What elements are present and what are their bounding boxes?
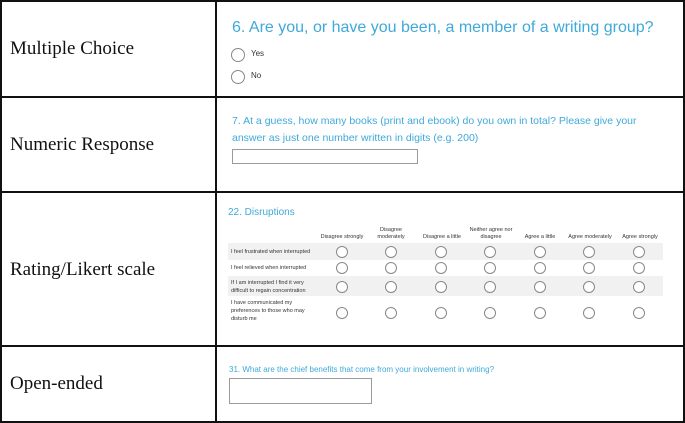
likert-radio[interactable]	[435, 281, 447, 293]
column-header: Agree moderately	[568, 234, 612, 240]
books-count-input[interactable]	[232, 149, 418, 164]
likert-radio[interactable]	[336, 307, 348, 319]
question-7-line2: answer as just one number written in digits (e.g. 200)	[232, 132, 479, 144]
column-header: Disagree strongly	[320, 234, 364, 240]
likert-item-label: I feel relieved when interrupted	[231, 265, 307, 271]
likert-radio[interactable]	[385, 262, 397, 274]
likert-radio[interactable]	[385, 307, 397, 319]
column-header: Disagree a little	[423, 234, 461, 240]
table-border-left	[0, 0, 2, 423]
column-header: Disagree moderately	[377, 227, 405, 240]
likert-radio[interactable]	[583, 307, 595, 319]
likert-radio[interactable]	[385, 281, 397, 293]
column-header: Agree a little	[524, 234, 556, 240]
likert-radio[interactable]	[336, 262, 348, 274]
question-22-title: 22. Disruptions	[228, 207, 295, 218]
likert-radio[interactable]	[484, 307, 496, 319]
row-label-likert: Rating/Likert scale	[10, 259, 156, 280]
likert-radio[interactable]	[583, 281, 595, 293]
likert-radio[interactable]	[534, 307, 546, 319]
likert-radio[interactable]	[633, 307, 645, 319]
likert-radio[interactable]	[484, 281, 496, 293]
benefits-textarea[interactable]	[229, 378, 372, 404]
column-divider	[215, 0, 217, 423]
likert-radio[interactable]	[484, 262, 496, 274]
likert-radio[interactable]	[385, 246, 397, 258]
option-yes-label: Yes	[251, 49, 265, 58]
table-border-top	[0, 0, 685, 2]
row-label-multiple-choice: Multiple Choice	[10, 38, 135, 59]
radio-no[interactable]	[231, 70, 245, 84]
likert-radio[interactable]	[435, 307, 447, 319]
question-31-title: 31. What are the chief benefits that come from your involvement in writing?	[229, 365, 495, 374]
radio-yes[interactable]	[231, 48, 245, 62]
likert-item-label: I have communicated my preferences to those who may disturb me	[231, 300, 305, 322]
question-6-title: 6. Are you, or have you been, a member of a writing group?	[232, 19, 654, 36]
likert-radio[interactable]	[435, 246, 447, 258]
likert-radio[interactable]	[633, 262, 645, 274]
row-label-numeric-response: Numeric Response	[10, 134, 155, 155]
column-header: Agree strongly	[622, 234, 658, 240]
likert-radio[interactable]	[336, 281, 348, 293]
likert-radio[interactable]	[583, 262, 595, 274]
likert-radio[interactable]	[534, 281, 546, 293]
likert-radio[interactable]	[336, 246, 348, 258]
column-header: Neither agree nor disagree	[469, 227, 513, 240]
likert-radio[interactable]	[633, 246, 645, 258]
likert-radio[interactable]	[534, 246, 546, 258]
row-divider	[0, 96, 685, 98]
likert-item-label: I feel frustrated when interrupted	[231, 249, 311, 255]
row-label-open-ended: Open-ended	[10, 373, 103, 394]
likert-radio[interactable]	[583, 246, 595, 258]
row-divider	[0, 345, 685, 347]
likert-radio[interactable]	[435, 262, 447, 274]
likert-radio[interactable]	[633, 281, 645, 293]
option-no-label: No	[251, 71, 262, 80]
likert-radio[interactable]	[534, 262, 546, 274]
row-divider	[0, 191, 685, 193]
question-7-line1: 7. At a guess, how many books (print and ebook) do you own in total? Please give your	[232, 115, 637, 127]
likert-radio[interactable]	[484, 246, 496, 258]
likert-item-label: If I am interrupted I find it very difficult to regain concentration	[231, 280, 306, 294]
